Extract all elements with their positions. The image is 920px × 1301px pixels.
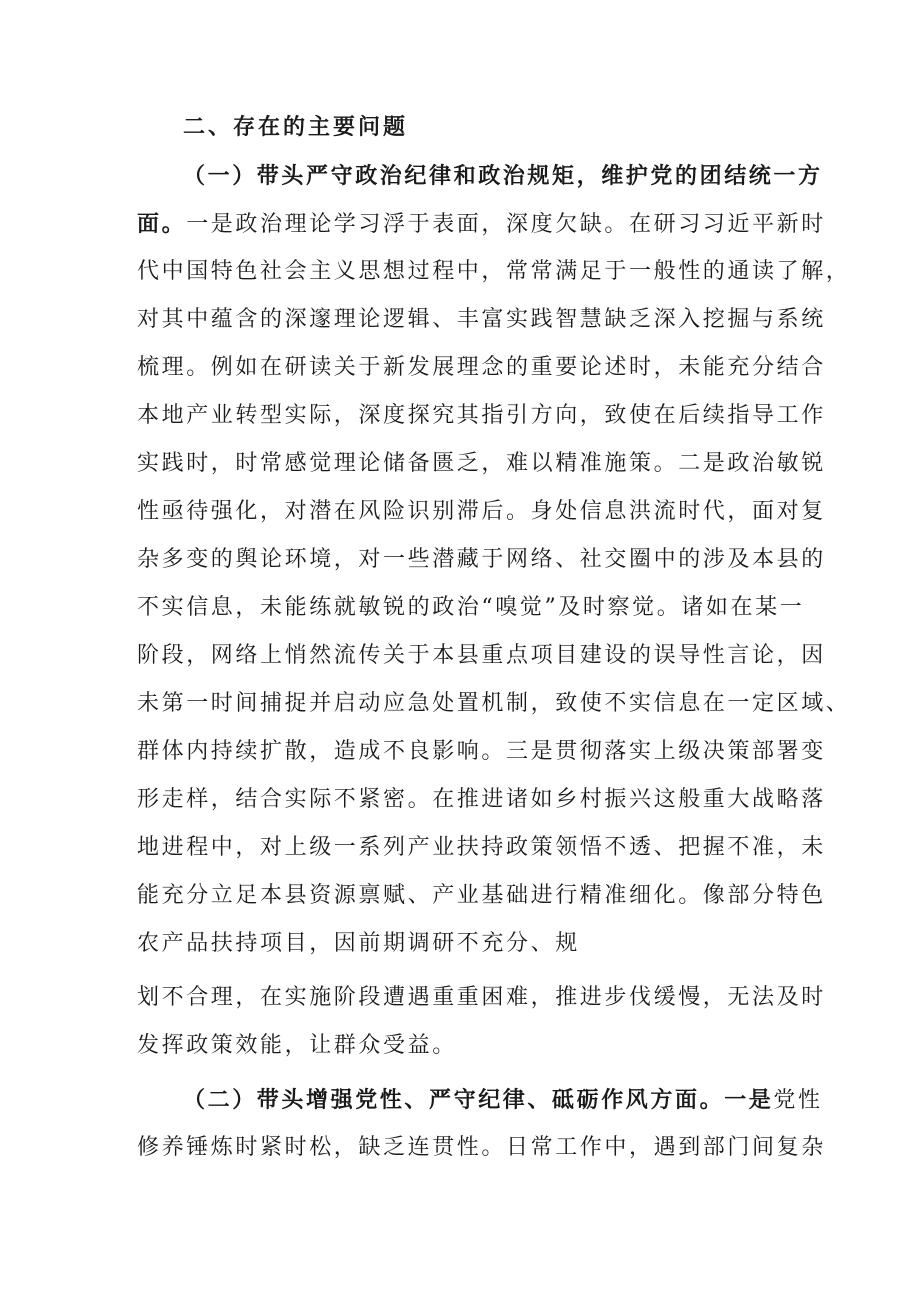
body-line: 杂多变的舆论环境，对一些潜藏于网络、社交圈中的涉及本县的	[137, 547, 826, 572]
part2-title: （二）带头增强党性、严守纪律、砥砺作风方面。	[183, 1087, 725, 1113]
body-line-broken: 农产品扶持项目，因前期调研不充分、规	[137, 931, 580, 956]
body-line: 修养锤炼时紧时松，缺乏连贯性。日常工作中，遇到部门间复杂	[137, 1135, 826, 1160]
body-line-last: 发挥政策效能，让群众受益。	[137, 1033, 457, 1058]
body-line: 划不合理，在实施阶段遭遇重重困难，推进步伐缓慢，无法及时	[137, 985, 826, 1010]
part1-title-line2: 面。	[137, 211, 187, 237]
body-line: 能充分立足本县资源禀赋、产业基础进行精准细化。像部分特色	[137, 883, 826, 908]
part2-line-1	[183, 1076, 823, 1124]
section-heading: 二、存在的主要问题	[183, 114, 409, 140]
body-line: 本地产业转型实际，深度探究其指引方向，致使在后续指导工作	[137, 403, 826, 428]
part1-body-line2: 一是政治理论学习浮于表面，深度欠缺。在研习习近平新时	[186, 212, 826, 237]
body-line: 对其中蕴含的深邃理论逻辑、丰富实践智慧缺乏深入挖掘与系统	[137, 307, 826, 332]
part2-body-rest: 党性	[773, 1088, 823, 1113]
body-line: 不实信息，未能练就敏锐的政治“嗅觉”及时察觉。诸如在某一	[137, 595, 805, 620]
part2-body-bold: 一是	[724, 1087, 774, 1113]
body-line: 形走样，结合实际不紧密。在推进诸如乡村振兴这般重大战略落	[137, 787, 826, 812]
body-line: 性亟待强化，对潜在风险识别滞后。身处信息洪流时代，面对复	[137, 499, 826, 524]
body-line: 实践时，时常感觉理论储备匮乏，难以精准施策。二是政治敏锐	[137, 451, 826, 476]
body-line: 阶段，网络上悄然流传关于本县重点项目建设的误导性言论，因	[137, 643, 826, 668]
body-line: 代中国特色社会主义思想过程中，常常满足于一般性的通读了解，	[137, 259, 851, 284]
part1-line-2	[137, 200, 826, 248]
body-line: 地进程中，对上级一系列产业扶持政策领悟不透、把握不准，未	[137, 835, 826, 860]
body-line: 群体内持续扩散，造成不良影响。三是贯彻落实上级决策部署变	[137, 739, 826, 764]
body-line: 未第一时间捕捉并启动应急处置机制，致使不实信息在一定区域、	[137, 691, 851, 716]
part1-title-line1: （一）带头严守政治纪律和政治规矩，维护党的团结统一方	[183, 163, 823, 189]
body-line: 梳理。例如在研读关于新发展理念的重要论述时，未能充分结合	[137, 355, 826, 380]
